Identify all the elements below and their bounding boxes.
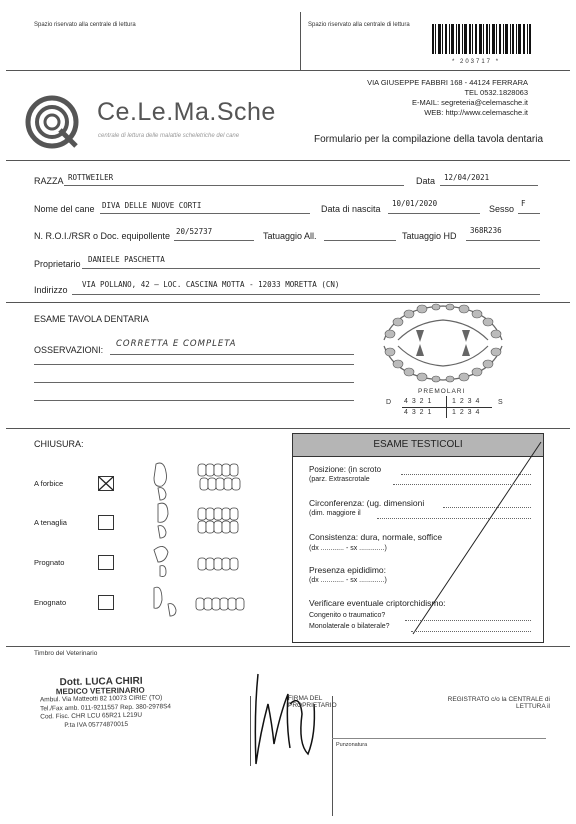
org-email: E-MAIL: segreteria@celemasche.it [412,98,528,107]
dental-chart-diagram [376,300,510,386]
sesso-value: F [521,199,526,208]
sesso-label: Sesso [489,204,515,214]
premolari-label: PREMOLARI [418,388,466,395]
header-divider [300,12,301,70]
owner-signature [236,664,326,776]
stamp-name: Dott. LUCA CHIRI [59,675,143,689]
circonferenza-sub: (dim. maggiore il [309,510,361,517]
testicoli-title: ESAME TESTICOLI [373,439,463,450]
nome-label: Nome del cane [34,204,95,214]
nome-value: DIVA DELLE NUOVE CORTI [102,201,202,210]
bite-diagrams [150,458,250,628]
tatuaggio-label: Tatuaggio All. [263,231,317,241]
hd-label: Tatuaggio HD [402,231,457,241]
form-title: Formulario per la compilazione della tavola dentaria [314,134,544,145]
data-value: 12/04/2021 [444,173,490,182]
tatuaggio-line [324,229,396,241]
posizione-line [401,474,531,475]
posizione-sub: (parz. Extrascrotale [309,476,370,483]
osservazioni-value: CORRETTA E COMPLETA [116,339,237,349]
footer-mid-rule [332,738,546,739]
barcode-number: * 203717 * [452,59,501,65]
stamp-vat: P.ta IVA 05774870015 [64,720,129,729]
d-label: D [386,399,392,406]
premolari-top-left: 4 3 2 1 [404,398,433,405]
indirizzo-value: VIA POLLANO, 42 – LOC. CASCINA MOTTA - 12033 MORETTA (CN) [82,280,340,289]
monolaterale-line [411,631,531,632]
vet-stamp [40,677,211,731]
org-address: VIA GIUSEPPE FABBRI 168 - 44124 FERRARA [367,78,528,87]
premolari-bot-left: 4 3 2 1 [404,409,433,416]
logo-name: Ce.Le.Ma.Sche [97,98,276,126]
consistenza-label: Consistenza: dura, normale, soffice [309,532,443,542]
premolari-bot-right: 1 2 3 4 [452,409,481,416]
reserved-left-label: Spazio riservato alla centrale di lettura [34,22,136,28]
roi-label: N. R.O.I./RSR o Doc. equipollente [34,231,171,241]
proprietario-label: Proprietario [34,259,81,269]
barcode [432,24,532,58]
stamp-fiscal: Cod. Fisc. CHR LCU 65R21 L219U [40,711,143,721]
timbro-label: Timbro del Veterinario [34,650,98,657]
razza-value: ROTTWEILER [68,173,114,182]
presenza-sub: (dx ............ - sx .............) [309,577,387,584]
s-label: S [498,399,503,406]
stamp-address: Ambul. Via Matteotti 82 10073 CIRIE' (TO) [39,694,163,704]
stamp-title: MEDICO VETERINARIO [55,685,145,696]
roi-value: 20/52737 [176,227,213,236]
chiusura-option-label: Prognato [34,558,65,567]
org-tel: TEL 0532.1828063 [464,88,528,97]
indirizzo-label: Indirizzo [34,285,68,295]
testicoli-box [292,433,544,643]
chiusura-bottom-rule [6,646,570,647]
circonferenza-label: Circonferenza: (ug. dimensioni [309,498,425,508]
data-label: Data [416,176,436,186]
reserved-right-label: Spazio riservato alla centrale di lettura [308,22,410,28]
osservazioni-line-4 [34,400,354,401]
chiusura-title: CHIUSURA: [34,439,84,449]
chiusura-option-label: Enognato [34,598,67,607]
signature-divider-right [332,696,333,816]
monolaterale-label: Monolaterale o bilaterale? [309,623,390,630]
stamp-phone: Tel./Fax amb. 011-9211557 Rep. 380-2978S4 [40,702,172,712]
esame-title: ESAME TAVOLA DENTARIA [34,314,149,324]
logo-bottom-rule [6,160,570,161]
a-tenaglia-checkbox[interactable] [98,515,114,530]
posizione-label: Posizione: (in scroto [309,465,382,474]
razza-line [64,174,404,186]
osservazioni-line-3 [34,382,354,383]
punzonatura-label: Punzonatura [336,742,368,748]
org-web: WEB: http://www.celemasche.it [424,108,528,117]
presenza-label: Presenza epididimo: [309,565,387,575]
org-contact [268,78,528,118]
posizione-sub-line [393,484,531,485]
chiusura-option-label: A tenaglia [34,518,67,527]
nascita-label: Data di nascita [321,204,381,214]
razza-label: RAZZA [34,176,64,186]
premolari-top-right: 1 2 3 4 [452,398,481,405]
proprietario-value: DANIELE PASCHETTA [88,255,165,264]
prognato-checkbox[interactable] [98,555,114,570]
osservazioni-line-2 [34,364,354,365]
circonferenza-line [443,507,531,508]
a-forbice-checkbox[interactable] [98,476,114,491]
hd-value: 368R236 [470,226,502,235]
logo-icon [24,94,88,150]
header-bottom-rule [6,70,570,71]
registrato-label: REGISTRATO c/o la CENTRALE di LETTURA il [447,696,550,710]
premolari-horizontal [402,407,492,408]
enognato-checkbox[interactable] [98,595,114,610]
chiusura-option-label: A forbice [34,479,64,488]
circonferenza-sub-line [377,518,531,519]
congenito-label: Congenito o traumatico? [309,612,386,619]
esame-bottom-rule [6,428,570,429]
verificare-label: Verificare eventuale criptorchidismo: [309,598,446,608]
firma-label: FIRMA DEL PROPRIETARIO [288,695,337,709]
osservazioni-label: OSSERVAZIONI: [34,345,104,355]
nascita-value: 10/01/2020 [392,199,438,208]
consistenza-sub: (dx ............ - sx .............) [309,545,387,552]
logo-tagline: centrale di lettura delle malattie scheletriche del cane [98,133,240,139]
congenito-line [405,620,531,621]
